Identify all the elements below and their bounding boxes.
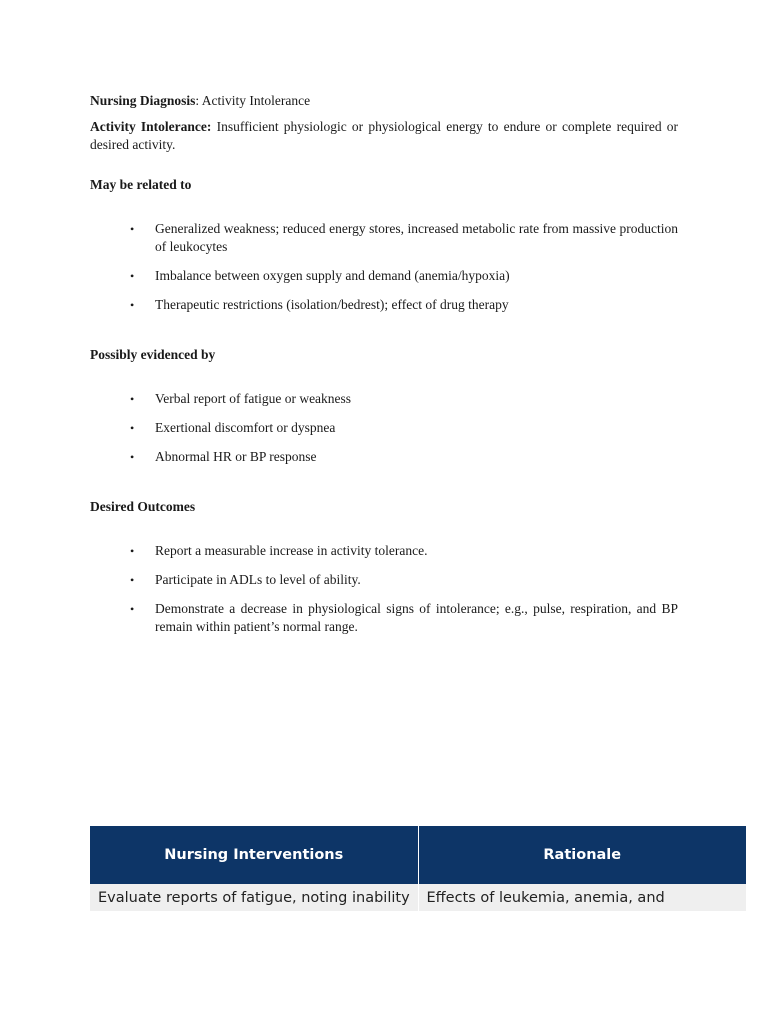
list-item (90, 571, 678, 589)
list-item (90, 390, 678, 408)
list-item (90, 600, 678, 636)
bullet-icon: • (130, 544, 135, 558)
nursing-diagnosis-label: Nursing Diagnosis (90, 93, 196, 108)
bullet-icon: • (130, 269, 135, 283)
header-rationale: Rationale (418, 826, 746, 884)
list-item-text: Generalized weakness; reduced energy stores, increased metabolic rate from massive production of leukocytes (155, 221, 678, 254)
outcomes-list (90, 542, 678, 636)
nursing-diagnosis-separator: : (195, 93, 200, 108)
list-item-text: Abnormal HR or BP response (155, 449, 317, 464)
bullet-icon: • (130, 421, 135, 435)
care-plan-table (90, 826, 746, 911)
list-item (90, 448, 678, 466)
definition-paragraph (90, 118, 678, 154)
list-item-text: Therapeutic restrictions (isolation/bedrest); effect of drug therapy (155, 297, 509, 312)
table-header-row (90, 826, 746, 884)
cell-rationale: Effects of leukemia, anemia, and (418, 884, 746, 911)
list-item-text: Imbalance between oxygen supply and demand (anemia/hypoxia) (155, 268, 510, 283)
bullet-icon: • (130, 573, 135, 587)
bullet-icon: • (130, 222, 135, 236)
nursing-diagnosis-value: Activity Intolerance (199, 93, 311, 108)
list-item-text: Verbal report of fatigue or weakness (155, 391, 352, 406)
list-item-text: Exertional discomfort or dyspnea (155, 420, 336, 435)
list-item (90, 220, 678, 256)
list-item (90, 542, 678, 560)
related-list (90, 220, 678, 314)
cell-intervention: Evaluate reports of fatigue, noting inability (90, 884, 418, 911)
list-item-text: Demonstrate a decrease in physiological signs of intolerance; e.g., pulse, respiration, and BP remain within patient’s normal range. (155, 601, 678, 634)
care-plan-table-wrapper (90, 826, 746, 911)
evidence-heading: Possibly evidenced by (90, 347, 216, 362)
definition-text: Insufficient physiologic or physiological energy to endure or complete required or desired activity. (90, 119, 678, 152)
bullet-icon: • (130, 392, 135, 406)
list-item-text: Participate in ADLs to level of ability. (155, 572, 361, 587)
header-nursing-interventions: Nursing Interventions (90, 826, 418, 884)
list-item-text: Report a measurable increase in activity tolerance. (155, 543, 428, 558)
related-heading: May be related to (90, 177, 192, 192)
list-item (90, 267, 678, 285)
bullet-icon: • (130, 602, 135, 616)
list-item (90, 296, 678, 314)
bullet-icon: • (130, 298, 135, 312)
document-body (90, 92, 678, 647)
nursing-diagnosis-line (90, 92, 678, 110)
definition-term: Activity Intolerance: (90, 119, 212, 134)
table-row (90, 884, 746, 911)
outcomes-heading: Desired Outcomes (90, 499, 196, 514)
evidence-list (90, 390, 678, 466)
list-item (90, 419, 678, 437)
bullet-icon: • (130, 450, 135, 464)
